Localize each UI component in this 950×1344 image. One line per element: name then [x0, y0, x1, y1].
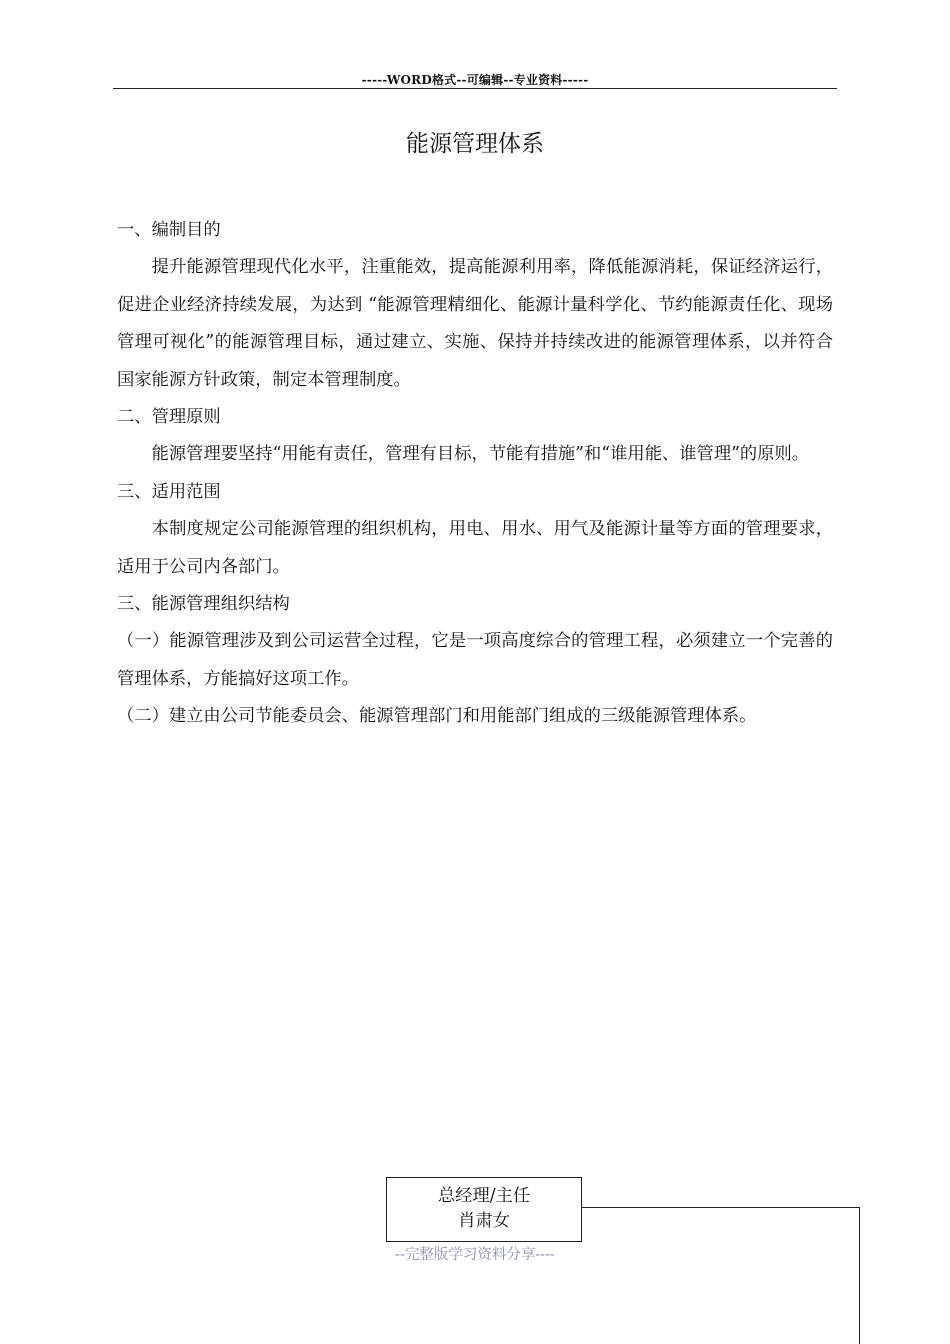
paragraph-principles: 能源管理要坚持“用能有责任，管理有目标，节能有措施”和“谁用能、谁管理”的原则。 — [151, 444, 810, 465]
paragraph-scope: 本制度规定公司能源管理的组织机构，用电、用水、用气及能源计量等方面的管理要求，适用于公司内各部门。 — [117, 519, 833, 577]
org-chart-top-box — [386, 1177, 582, 1242]
list-item-organization-1: （一）能源管理涉及到公司运营全过程，它是一项高度综合的管理工程，必须建立一个完善的管理体系，方能搞好这项工作。 — [117, 631, 833, 689]
org-chart-connector-horizontal — [582, 1207, 860, 1208]
document-title: 能源管理体系 — [406, 131, 544, 157]
org-chart-person: 肖肃女 — [458, 1211, 510, 1231]
section-heading-principles: 二、管理原则 — [117, 407, 221, 428]
org-chart-connector-vertical — [859, 1207, 860, 1344]
header-divider — [113, 88, 837, 89]
section-heading-scope: 三、适用范围 — [117, 481, 221, 502]
section-heading-organization: 三、能源管理组织结构 — [117, 594, 290, 615]
page-footer: --完整版学习资料分享---- — [395, 1247, 555, 1263]
section-heading-purpose: 一、编制目的 — [117, 220, 221, 240]
page-header: -----WORD格式--可编辑--专业资料----- — [361, 73, 589, 87]
paragraph-purpose: 提升能源管理现代化水平，注重能效，提高能源利用率，降低能源消耗，保证经济运行，促进企业经济持续发展，为达到 “能源管理精细化、能源计量科学化、节约能源责任化、现场管理可视化”的能源管理目标，通过建立、实施、保持并持续改进的能源管理体系，以并符合国家能源方针政策，制定本管理制度。 — [117, 257, 833, 390]
org-chart-role: 总经理/主任 — [437, 1186, 531, 1206]
list-item-organization-2: （二）建立由公司节能委员会、能源管理部门和用能部门组成的三级能源管理体系。 — [117, 706, 757, 727]
document-body — [117, 212, 833, 736]
